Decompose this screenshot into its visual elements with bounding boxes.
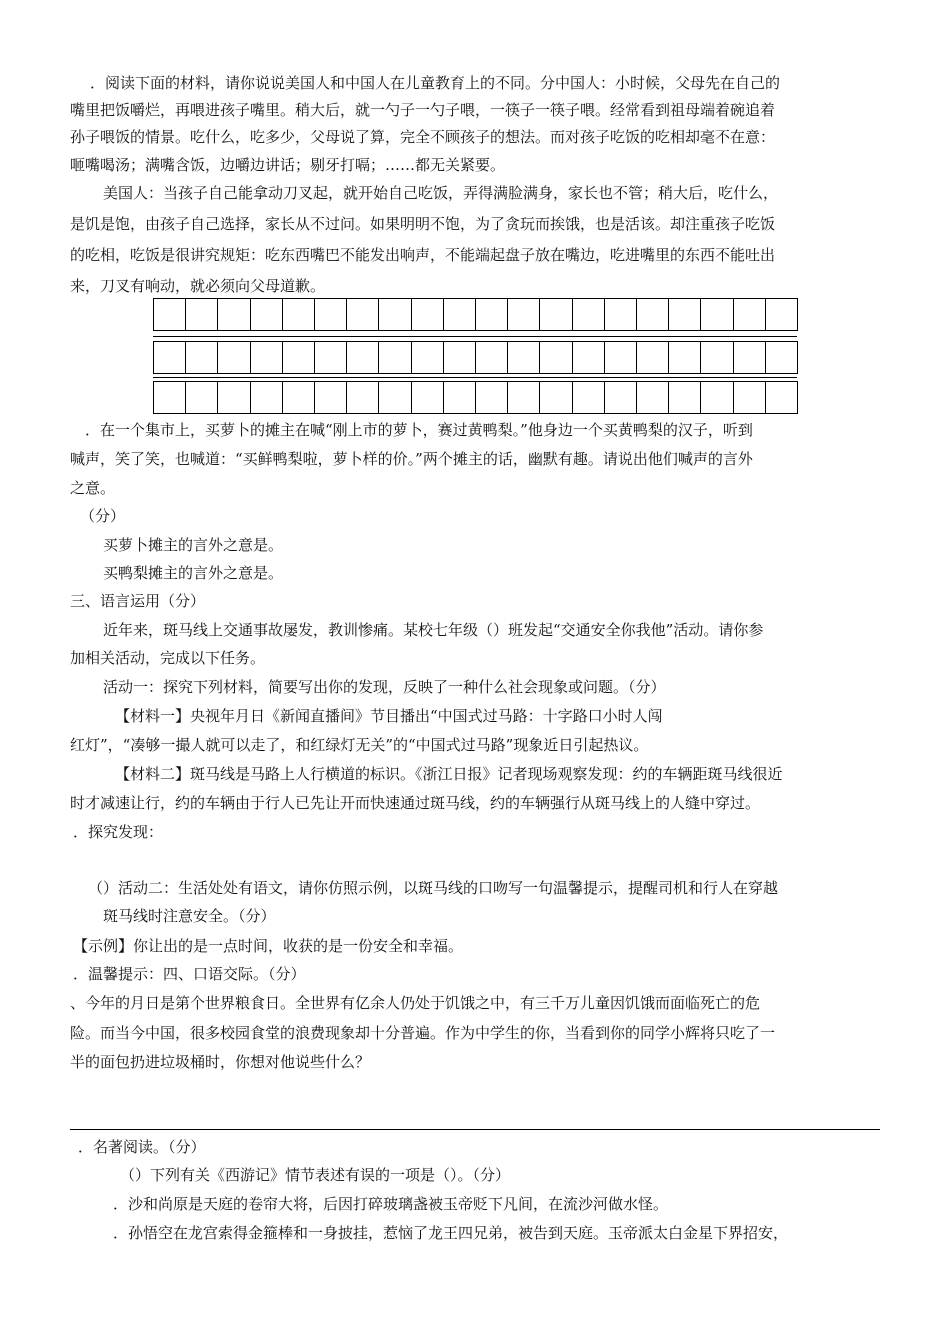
reading-question-line: 孙子喂饭的情景。吃什么，吃多少，父母说了算，完全不顾孩子的想法。而对孩子吃饭的吃相却毫不在意： [70, 128, 776, 146]
material-one-line: 红灯”，“凑够一撮人就可以走了，和红绿灯无关”的“中国式过马路”现象近日引起热议。 [70, 736, 649, 754]
discover-prompt: ．探究发现： [73, 823, 164, 841]
activity-two-line: 斑马线时注意安全。（分） [103, 907, 276, 925]
answer-grid-row[interactable] [153, 298, 798, 331]
tip-line: ．温馨提示：四、口语交际。（分） [73, 965, 306, 983]
humor-question-line: ．在一个集市上，买萝卜的摊主在喊“刚上市的萝卜，赛过黄鸭梨。”他身边一个买黄鸭梨的汉子，听到 [85, 421, 753, 439]
score-label: （分） [80, 507, 126, 525]
answer-line[interactable] [70, 1129, 880, 1130]
section-title: ．名著阅读。（分） [78, 1138, 206, 1156]
humor-question-line: 之意。 [70, 479, 116, 497]
reading-question-line: 来，刀叉有响动，就必须向父母道歉。 [70, 277, 326, 295]
material-two-line: 时才减速让行，约的车辆由于行人已先让开而快速通过斑马线，约的车辆强行从斑马线上的人缝中穿过。 [70, 794, 761, 812]
question-line: （）下列有关《西游记》情节表述有误的一项是（）。（分） [120, 1166, 511, 1184]
activity-two-line: （）活动二：生活处处有语文，请你仿照示例，以斑马线的口吻写一句温馨提示，提醒司机和行人在穿越 [88, 879, 779, 897]
activity-one: 活动一：探究下列材料，简要写出你的发现，反映了一种什么社会现象或问题。（分） [103, 678, 666, 696]
answer-prompt: 买萝卜摊主的言外之意是。 [103, 536, 284, 554]
example-line: 【示例】你让出的是一点时间，收获的是一份安全和幸福。 [73, 937, 464, 955]
reading-question-line: 的吃相，吃饭是很讲究规矩：吃东西嘴巴不能发出响声，不能端起盘子放在嘴边，吃进嘴里的东西不能吐出 [70, 246, 776, 264]
reading-question-line: 是饥是饱，由孩子自己选择，家长从不过问。如果明明不饱，为了贪玩而挨饿，也是活该。却注重孩子吃饭 [70, 215, 776, 233]
answer-grid-row[interactable] [153, 381, 798, 414]
answer-grid-row[interactable] [153, 341, 798, 374]
section-title: 三、语言运用（分） [70, 592, 206, 610]
option-a: ．沙和尚原是天庭的卷帘大将，后因打碎玻璃盏被玉帝贬下凡间，在流沙河做水怪。 [113, 1195, 669, 1213]
material-one-line: 【材料一】央视年月日《新闻直播间》节目播出“中国式过马路：十字路口小时人闯 [115, 707, 663, 725]
answer-prompt: 买鸭梨摊主的言外之意是。 [103, 564, 284, 582]
material-two-line: 【材料二】斑马线是马路上人行横道的标识。《浙江日报》记者现场观察发现：约的车辆距斑马线很近 [115, 765, 783, 783]
option-b: ．孙悟空在龙宫索得金箍棒和一身披挂，惹恼了龙王四兄弟，被告到天庭。玉帝派太白金星下界招安， [113, 1224, 789, 1242]
section-text-line: 加相关活动，完成以下任务。 [70, 649, 266, 667]
oral-question-line: 险。而当今中国，很多校园食堂的浪费现象却十分普遍。作为中学生的你，当看到你的同学小辉将只吃了一 [70, 1024, 776, 1042]
humor-question-line: 喊声，笑了笑，也喊道：“买鲜鸭梨啦，萝卜样的价。”两个摊主的话，幽默有趣。请说出他们喊声的言外 [70, 450, 753, 468]
reading-question-line: ．阅读下面的材料，请你说说美国人和中国人在儿童教育上的不同。分中国人：小时候，父母先在自己的 [90, 74, 781, 92]
reading-question-line: 嘴里把饭嚼烂，再喂进孩子嘴里。稍大后，就一勺子一勺子喂，一筷子一筷子喂。经常看到祖母端着碗追着 [70, 101, 776, 119]
oral-question-line: 半的面包扔进垃圾桶时，你想对他说些什么？ [70, 1053, 371, 1071]
section-text-line: 近年来，斑马线上交通事故屡发，教训惨痛。某校七年级（）班发起“交通安全你我他”活动。请你参 [103, 621, 764, 639]
reading-question-line: 美国人：当孩子自己能拿动刀叉起，就开始自己吃饭，弄得满脸满身，家长也不管；稍大后，吃什么， [103, 184, 779, 202]
reading-question-line: 咂嘴喝汤；满嘴含饭，边嚼边讲话；剔牙打嗝；……都无关紧要。 [70, 156, 506, 174]
oral-question-line: 、今年的月日是第个世界粮食日。全世界有亿余人仍处于饥饿之中，有三千万儿童因饥饿而面临死亡的危 [70, 994, 761, 1012]
